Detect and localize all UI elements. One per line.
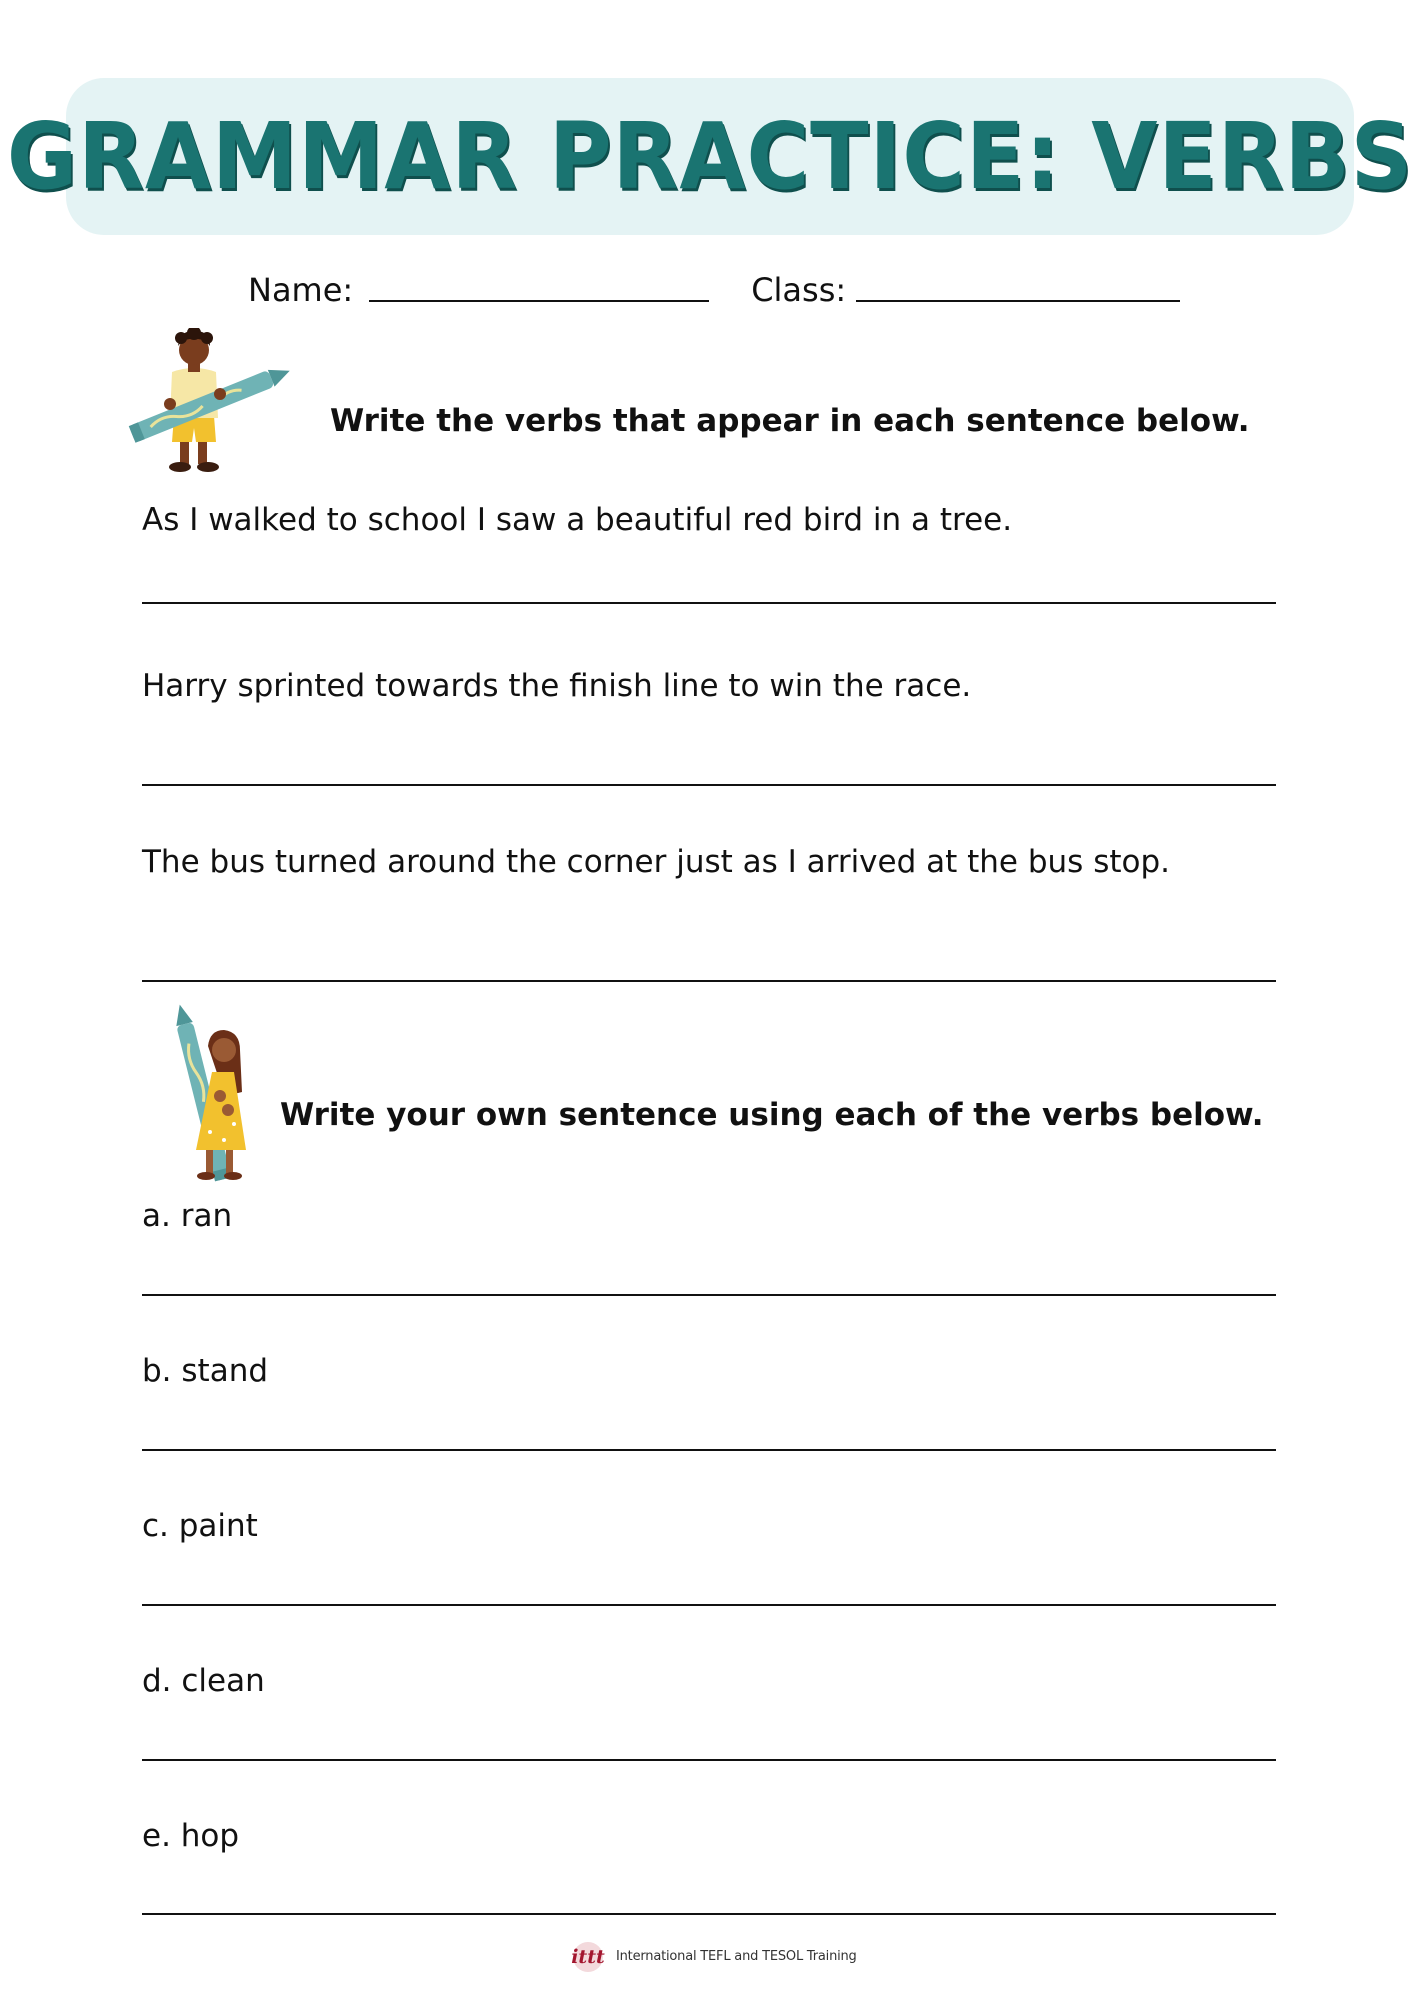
- footer: [566, 1938, 857, 1974]
- answer-line-ran[interactable]: [142, 1294, 1276, 1296]
- answer-line-clean[interactable]: [142, 1759, 1276, 1761]
- sentence-3: The bus turned around the corner just as I arrived at the bus stop.: [142, 844, 1170, 880]
- verb-item-hop: e. hop: [142, 1818, 240, 1854]
- boy-with-pencil-illustration: [120, 328, 300, 478]
- logo-text: ittt: [571, 1946, 605, 1968]
- verb-item-paint: c. paint: [142, 1508, 258, 1544]
- answer-line-hop[interactable]: [142, 1913, 1276, 1915]
- answer-line-sentence-3[interactable]: [142, 980, 1276, 982]
- class-label: Class:: [751, 271, 847, 309]
- class-field[interactable]: [856, 299, 1180, 302]
- section2-instruction: Write your own sentence using each of the verbs below.: [280, 1097, 1264, 1133]
- verb-item-stand: b. stand: [142, 1353, 269, 1389]
- answer-line-paint[interactable]: [142, 1604, 1276, 1606]
- section1-instruction: Write the verbs that appear in each sentence below.: [330, 403, 1250, 439]
- sentence-1: As I walked to school I saw a beautiful red bird in a tree.: [142, 502, 1013, 538]
- sentence-2: Harry sprinted towards the finish line to win the race.: [142, 668, 972, 704]
- answer-line-sentence-2[interactable]: [142, 784, 1276, 786]
- girl-with-pencil-illustration: [160, 1000, 260, 1195]
- answer-line-sentence-1[interactable]: [142, 602, 1276, 604]
- title-banner: [6, 78, 1414, 235]
- verb-item-clean: d. clean: [142, 1663, 265, 1699]
- name-label: Name:: [248, 271, 354, 309]
- name-field[interactable]: [369, 299, 709, 302]
- ittt-logo: [566, 1938, 610, 1974]
- page-title: GRAMMAR PRACTICE: VERBS: [6, 103, 1414, 210]
- answer-line-stand[interactable]: [142, 1449, 1276, 1451]
- name-class-row: [248, 268, 1180, 312]
- footer-text: International TEFL and TESOL Training: [616, 1948, 857, 1964]
- verb-item-ran: a. ran: [142, 1198, 233, 1234]
